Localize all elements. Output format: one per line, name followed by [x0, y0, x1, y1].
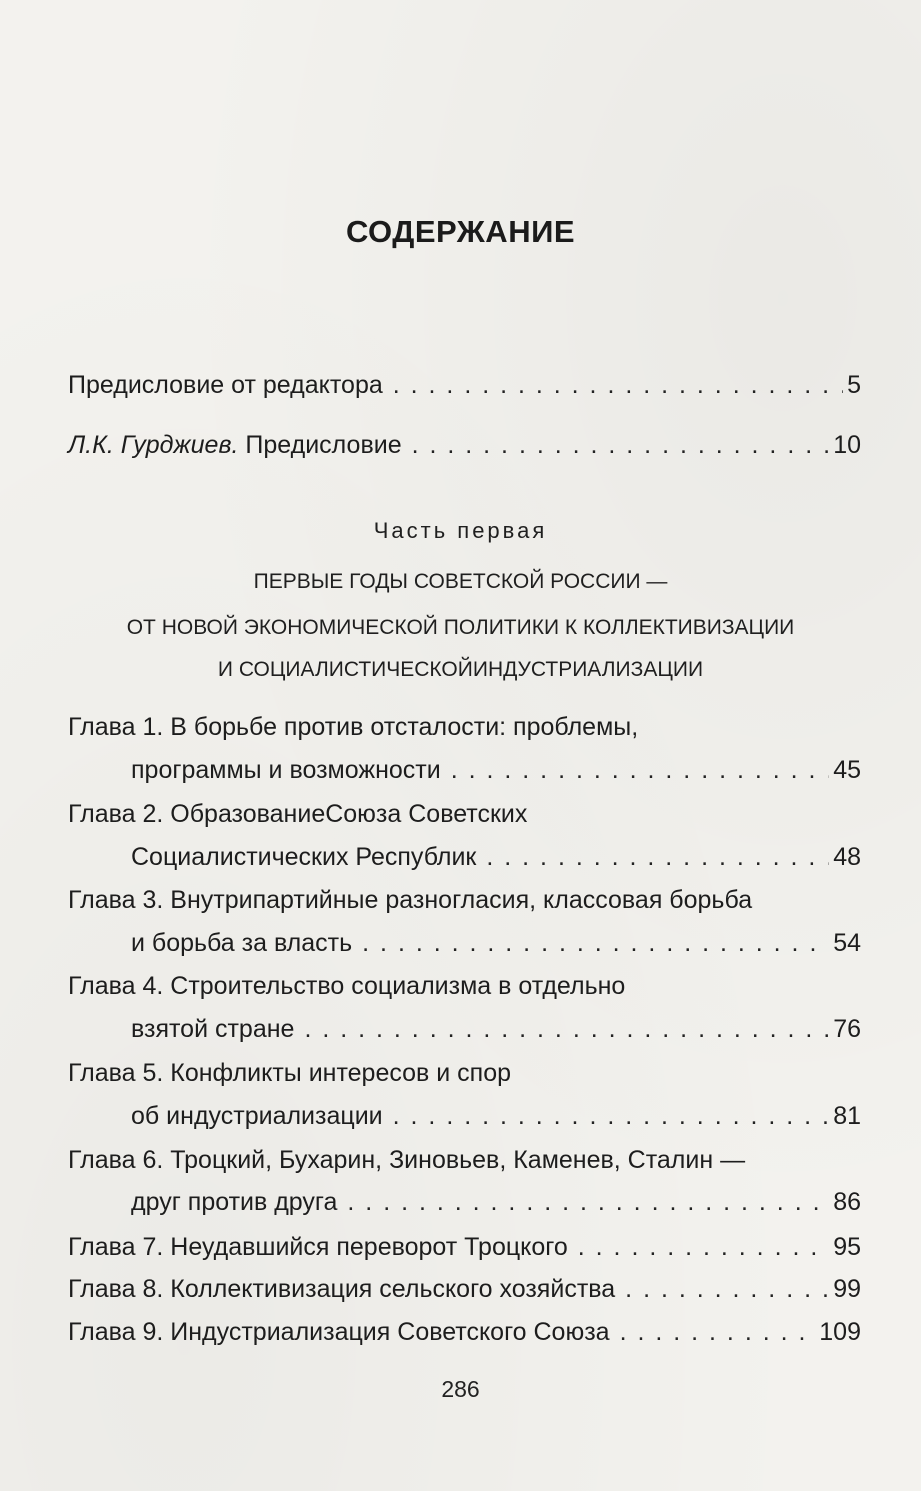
toc-chapter-7[interactable] [68, 1233, 861, 1262]
toc-chapter-2-line1[interactable]: Глава 2. ОбразованиеСоюза Советских [68, 800, 528, 828]
toc-entry-page: 5 [847, 371, 861, 399]
toc-chapter-3-line1[interactable]: Глава 3. Внутрипартийные разногласия, классовая борьба [68, 886, 753, 914]
part-subtitle-line: ОТ НОВОЙ ЭКОНОМИЧЕСКОЙ ПОЛИТИКИ К КОЛЛЕКТИВИЗАЦИИ [126, 616, 795, 639]
leader-dots [393, 371, 843, 400]
toc-entry-page: 76 [833, 1015, 861, 1043]
toc-entry-text: Глава 7. Неудавшийся переворот Троцкого [68, 1233, 568, 1261]
toc-entry-text: и борьба за власть [131, 929, 353, 957]
leader-dots [347, 1188, 829, 1217]
toc-entry-title: Предисловие [245, 431, 402, 459]
toc-entry-text: Глава 8. Коллективизация сельского хозяйства [68, 1275, 616, 1303]
toc-entry-page: 45 [833, 756, 861, 784]
toc-entry-editor-preface[interactable] [68, 371, 861, 400]
part-label: Часть первая [373, 518, 548, 543]
part-subtitle-line: ПЕРВЫЕ ГОДЫ СОВЕТСКОЙ РОССИИ — [253, 570, 668, 593]
toc-chapter-2-line2[interactable] [131, 843, 861, 872]
toc-chapter-3-line2[interactable] [131, 929, 861, 958]
toc-entry-text: Социалистических Республик [131, 843, 477, 871]
toc-chapter-4-line1[interactable]: Глава 4. Строительство социализма в отдельно [68, 972, 626, 1000]
leader-dots [620, 1318, 816, 1347]
leader-dots [486, 843, 829, 872]
toc-chapter-4-line2[interactable] [131, 1015, 861, 1044]
toc-entry-text: Предисловие от редактора [68, 371, 383, 399]
page-title: СОДЕРЖАНИЕ [345, 214, 576, 249]
toc-entry-gurdzhiev-preface[interactable] [68, 431, 861, 460]
leader-dots [625, 1275, 829, 1304]
toc-chapter-5-line1[interactable]: Глава 5. Конфликты интересов и спор [68, 1059, 512, 1087]
toc-chapter-6-line2[interactable] [131, 1188, 861, 1217]
toc-entry-page: 81 [833, 1102, 861, 1130]
toc-entry-text: Глава 9. Индустриализация Советского Союза [68, 1318, 610, 1346]
toc-chapter-6-line1[interactable]: Глава 6. Троцкий, Бухарин, Зиновьев, Каменев, Сталин — [68, 1146, 746, 1174]
leader-dots [393, 1102, 830, 1131]
toc-entry-page: 54 [833, 929, 861, 957]
leader-dots [451, 756, 829, 785]
toc-entry-page: 10 [833, 431, 861, 459]
toc-entry-page: 99 [833, 1275, 861, 1303]
toc-entry-author: Л.К. Гурджиев. [68, 431, 239, 459]
toc-chapter-9[interactable] [68, 1318, 861, 1347]
toc-chapter-1-line1[interactable]: Глава 1. В борьбе против отсталости: проблемы, [68, 713, 639, 741]
leader-dots [362, 929, 829, 958]
toc-chapter-8[interactable] [68, 1275, 861, 1304]
page-number: 286 [441, 1376, 480, 1402]
toc-entry-page: 109 [819, 1318, 861, 1346]
toc-entry-text: программы и возможности [131, 756, 441, 784]
toc-chapter-5-line2[interactable] [131, 1102, 861, 1131]
toc-entry-page: 86 [833, 1188, 861, 1216]
toc-entry-page: 48 [833, 843, 861, 871]
toc-entry-text: взятой стране [131, 1015, 295, 1043]
toc-entry-text: об индустриализации [131, 1102, 383, 1130]
toc-entry-text [68, 431, 402, 460]
leader-dots [412, 431, 830, 460]
leader-dots [578, 1233, 829, 1262]
toc-entry-text: друг против друга [131, 1188, 338, 1216]
leader-dots [304, 1015, 829, 1044]
toc-entry-page: 95 [833, 1233, 861, 1261]
part-subtitle-line: И СОЦИАЛИСТИЧЕСКОЙИНДУСТРИАЛИЗАЦИИ [217, 658, 704, 681]
toc-chapter-1-line2[interactable] [131, 756, 861, 785]
